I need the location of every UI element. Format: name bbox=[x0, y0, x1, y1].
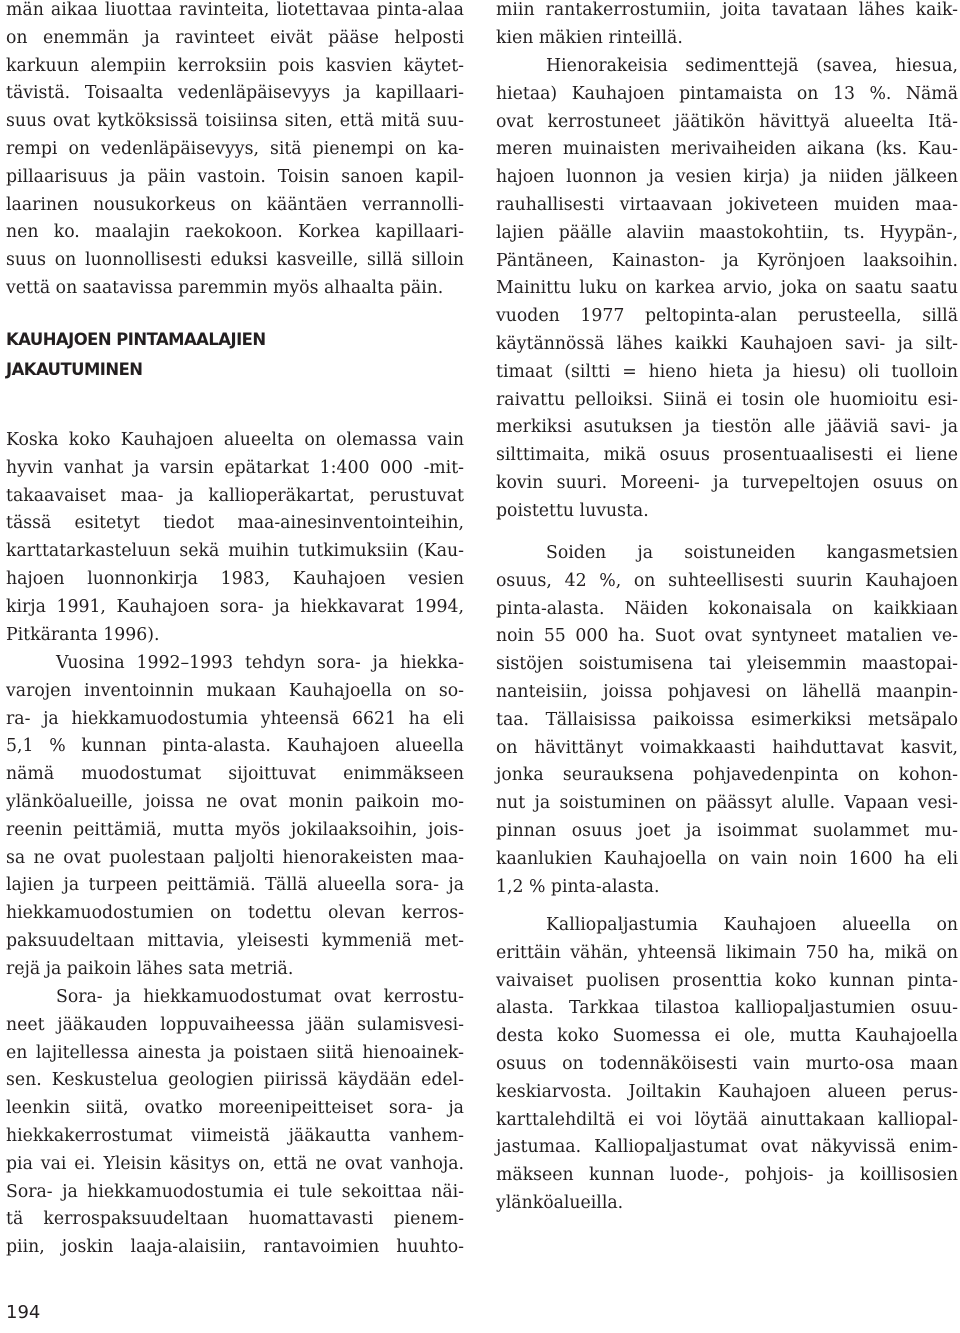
text-line: kaanlukien Kauhajoella on vain noin 1600 ha eli bbox=[496, 848, 958, 869]
text-line: hiekkamuodostumien on todettu olevan kerros- bbox=[6, 903, 464, 924]
text-line: jonka seurauksena pohjavedenpinta on kohon- bbox=[496, 765, 958, 786]
text-line: hyvin vanhat ja varsin epätarkat 1:400 000 -mit- bbox=[6, 457, 464, 478]
text-line: 1,2 % pinta-alasta. bbox=[496, 876, 660, 897]
text-line: vaivaiset puolisen prosenttia koko kunnan pinta- bbox=[496, 970, 958, 991]
text-line: lajien ja turpeen peittämiä. Tällä alueella sora- ja bbox=[6, 875, 464, 896]
text-line: Vuosina 1992–1993 tehdyn sora- ja hiekka- bbox=[56, 653, 464, 673]
text-line: ylänköalueille, joissa ne ovat monin paikoin mo- bbox=[6, 791, 464, 812]
text-line: suus ovat kytköksissä toisiinsa siten, että mitä suu- bbox=[6, 111, 464, 132]
text-line: Pitkäranta 1996). bbox=[6, 624, 160, 645]
text-line: Kalliopaljastumia Kauhajoen alueella on bbox=[546, 915, 958, 935]
paragraph bbox=[6, 984, 464, 1262]
text-line: Mainittu luku on karkea arvio, joka on saatu saatu bbox=[496, 278, 958, 299]
text-line: hiekkakerrostumat viimeistä jääkautta vanhem- bbox=[6, 1125, 464, 1146]
text-line: suus on luonnollisesti eduksi kasveille, sillä silloin bbox=[6, 250, 464, 271]
text-line: män aikaa liuottaa ravinteita, liotettavaa pinta-alaa bbox=[6, 0, 464, 20]
text-line: ra- ja hiekkamuodostumia yhteensä 6621 ha eli bbox=[6, 708, 464, 729]
text-line: Soiden ja soistuneiden kangasmetsien bbox=[546, 543, 958, 563]
page-number: 194 bbox=[6, 1302, 41, 1323]
paragraph bbox=[6, 0, 464, 303]
text-line: sa ne ovat puolestaan paljolti hienorakeisten maa- bbox=[6, 847, 464, 868]
text-line: timaat (siltti = hieno hieta ja hiesu) oli tuolloin bbox=[496, 361, 958, 382]
text-line: sistöjen soistumisena tai yleisemmin maastopai- bbox=[496, 654, 958, 675]
text-line: leenkin siitä, ovatko moreenipeitteiset sora- ja bbox=[6, 1098, 464, 1119]
text-line: tävistä. Toisaalta vedenläpäisevyys ja kapillaari- bbox=[6, 83, 464, 104]
text-line: mäkseen kunnan luode-, pohjois- ja koillisosien bbox=[496, 1165, 958, 1186]
text-line: desta koko Suomessa ei ole, mutta Kauhajoella bbox=[496, 1026, 958, 1047]
paragraph bbox=[496, 0, 958, 53]
text-line: silttimaita, mikä osuus prosentuaalisesti ei liene bbox=[496, 445, 958, 466]
text-line: kovin suuri. Moreeni- ja turvepeltojen osuus on bbox=[496, 472, 958, 493]
text-line: pia vai ei. Yleisin käsitys on, että ne ovat vanhoja. bbox=[6, 1153, 464, 1174]
text-line: sen. Keskustelua geologien piirissä käydään edel- bbox=[6, 1070, 464, 1091]
text-line: käytännössä lähes kaikki Kauhajoen savi- ja silt- bbox=[496, 333, 958, 354]
text-line: ylänköalueilla. bbox=[496, 1192, 624, 1213]
paragraph bbox=[496, 912, 958, 1218]
text-line: nanteisiin, joissa pohjavesi on lähellä maanpin- bbox=[496, 681, 958, 702]
text-line: takaavaiset maa- ja kallioperäkartat, perustuvat bbox=[6, 485, 464, 506]
text-line: hajoen luonnonkirja 1983, Kauhajoen vesien bbox=[6, 568, 464, 589]
paragraph bbox=[496, 540, 958, 901]
text-line: nämä muodostumat sijoittuvat enimmäkseen bbox=[6, 764, 464, 785]
text-line: nen ko. maalajin raekokoon. Korkea kapillaari- bbox=[6, 222, 464, 243]
text-line: karttalehdiltä ei voi löytää ainuttakaan kalliopal- bbox=[496, 1109, 958, 1130]
text-line: lajien päälle alaviin maastokohtiin, ts. Hyypän-, bbox=[496, 222, 958, 243]
text-line: on hävittänyt voimakkaasti haihduttavat kasvit, bbox=[496, 737, 958, 758]
text-line: tässä esitetyt tiedot maa-ainesinventointeihin, bbox=[6, 513, 464, 534]
text-line: karkuun alempiin kerroksiin pois kasvien käytet- bbox=[6, 55, 464, 76]
paragraph bbox=[496, 53, 958, 526]
text-line: keskiarvosta. Joiltakin Kauhajoen alueen perus- bbox=[496, 1081, 958, 1102]
section-heading bbox=[6, 325, 464, 385]
text-line: tä kerrospaksuudeltaan huomattavasti pienem- bbox=[6, 1209, 464, 1230]
text-line: on enemmän ja ravinteet eivät pääse helposti bbox=[6, 27, 464, 48]
text-line: nut ja soistuminen on päässyt alulle. Vapaan vesi- bbox=[496, 793, 958, 814]
text-line: paksuudeltaan mittavia, yleisesti kymmeniä met- bbox=[6, 930, 464, 951]
text-line: rejä ja paikoin lähes sata metriä. bbox=[6, 958, 294, 979]
text-line: hajoen luonnon ja vesien kirja) ja niiden jälkeen bbox=[496, 167, 958, 188]
paragraph bbox=[6, 650, 464, 984]
text-line: varojen inventoinnin mukaan Kauhajoella on so- bbox=[6, 680, 464, 701]
text-line: poistettu luvusta. bbox=[496, 500, 649, 521]
text-line: vettä on saatavissa paremmin myös alhaalta päin. bbox=[6, 277, 444, 298]
text-line: en lajitellessa ainesta ja poistaen siitä hienoainek- bbox=[6, 1042, 464, 1063]
text-line: erittäin vähän, yhteensä likimain 750 ha, mikä on bbox=[496, 942, 958, 963]
text-line: Hienorakeisia sedimenttejä (savea, hiesua, bbox=[546, 56, 958, 76]
text-line: 5,1 % kunnan pinta-alasta. Kauhajoen alueella bbox=[6, 736, 464, 757]
text-line: vuoden 1977 peltopinta-alan perusteella, sillä bbox=[496, 306, 958, 327]
text-line: Sora- ja hiekkamuodostumia ei tule sekoittaa näi- bbox=[6, 1181, 464, 1202]
text-line: kirja 1991, Kauhajoen sora- ja hiekkavarat 1994, bbox=[6, 596, 464, 617]
text-line: pinnan osuus joet ja isoimmat suolammet mu- bbox=[496, 820, 958, 841]
text-line: noin 55 000 ha. Suot ovat syntyneet matalien ve- bbox=[496, 626, 958, 647]
text-line: taa. Tällaisissa paikoissa esimerkiksi metsäpalo bbox=[496, 709, 958, 730]
text-line: merkiksi asutuksen ja tiestön alle jääviä savi- ja bbox=[496, 417, 958, 438]
text-line: ovat kerrostuneet jäätikön hävittyä alueelta Itä- bbox=[496, 111, 958, 132]
text-line: Koska koko Kauhajoen alueelta on olemassa vain bbox=[6, 430, 464, 450]
text-line: raivattu pelloiksi. Siinä ei tosin ole huomioitu esi- bbox=[496, 389, 958, 410]
text-line: piin, joskin laaja-alaisiin, rantavoimien huuhto- bbox=[6, 1237, 464, 1258]
section-heading-line-1: KAUHAJOEN PINTAMAALAJIEN bbox=[6, 330, 266, 349]
text-line: Sora- ja hiekkamuodostumat ovat kerrostu- bbox=[56, 987, 464, 1007]
text-line: meren muinaisten merivaiheiden aikana (ks. Kau- bbox=[496, 139, 958, 160]
paragraph bbox=[6, 427, 464, 649]
text-line: osuus on todennäköisesti vain murto-osa maan bbox=[496, 1053, 958, 1074]
text-line: miin rantakerrostumiin, joita tavataan lähes kaik- bbox=[496, 0, 958, 20]
text-line: Päntäneen, Kainaston- ja Kyrönjoen laaksoihin. bbox=[496, 250, 958, 271]
text-line: laarinen nousukorkeus on kääntäen verrannolli- bbox=[6, 194, 464, 215]
text-line: neet jääkauden loppuvaiheessa jään sulamisvesi- bbox=[6, 1014, 464, 1035]
section-heading-line-2: JAKAUTUMINEN bbox=[6, 360, 143, 379]
text-line: jastumaa. Kalliopaljastumat ovat näkyvissä enim- bbox=[496, 1137, 958, 1158]
text-line: pinta-alasta. Näiden kokonaisala on kaikkiaan bbox=[496, 598, 958, 619]
text-line: rempi on vedenläpäisevyys, sitä pienempi on ka- bbox=[6, 138, 464, 159]
text-line: reenin peittämiä, mutta myös jokilaaksoihin, jois- bbox=[6, 819, 464, 840]
text-line: rauhallisesti virtaavaan jokiveteen muiden maa- bbox=[496, 194, 958, 215]
text-line: kien mäkien rinteillä. bbox=[496, 27, 683, 48]
text-line: osuus, 42 %, on suhteellisesti suurin Kauhajoen bbox=[496, 570, 958, 591]
text-line: pillaarisuus ja päin vastoin. Toisin sanoen kapil- bbox=[6, 166, 464, 187]
text-line: alasta. Tarkkaa tilastoa kalliopaljastumien osuu- bbox=[496, 998, 958, 1019]
text-line: hietaa) Kauhajoen pintamaista on 13 %. Nämä bbox=[496, 83, 958, 104]
text-line: karttatarkasteluun sekä muihin tutkimuksiin (Kau- bbox=[6, 541, 464, 562]
